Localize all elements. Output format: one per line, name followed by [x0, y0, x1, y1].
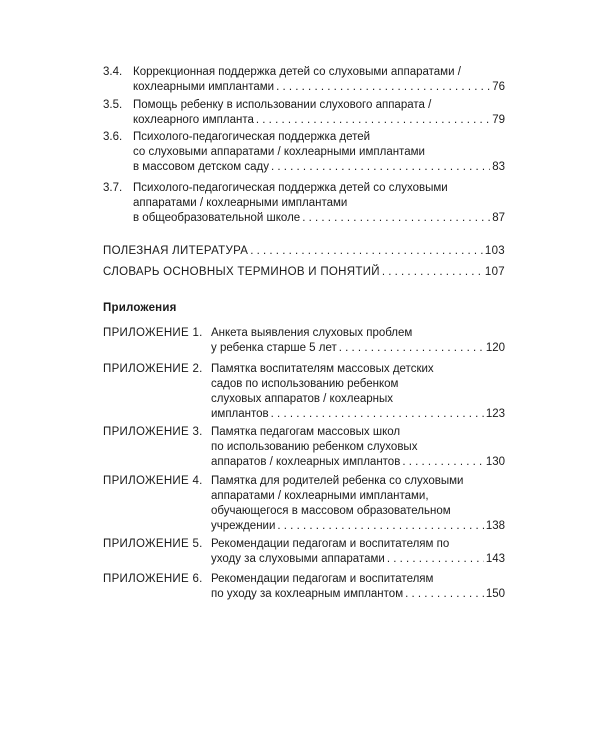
- page-number: 79: [492, 114, 505, 126]
- entry-title-line: Коррекционная поддержка детей со слуховыми аппаратами /: [133, 66, 461, 78]
- entry-title-line: Психолого-педагогическая поддержка детей: [133, 131, 371, 143]
- appendix-label: ПРИЛОЖЕНИЕ 6.: [103, 573, 203, 585]
- appendix-entry-4: [103, 474, 505, 534]
- page-number: 76: [492, 81, 505, 93]
- entry-title-line: слуховых аппаратов / кохлеарных: [211, 393, 394, 405]
- toc-entry-3-7: [103, 181, 505, 226]
- appendix-entry-3: [103, 425, 505, 470]
- entry-title-line: аппаратами / кохлеарными имплантами: [133, 197, 348, 209]
- appendices-heading: Приложения: [103, 302, 177, 314]
- entry-title-line: аппаратами / кохлеарными имплантами,: [211, 490, 429, 502]
- toc-entry-3-5: [103, 98, 505, 128]
- entry-title: ПОЛЕЗНАЯ ЛИТЕРАТУРА: [103, 245, 249, 257]
- page-number: 143: [485, 553, 505, 565]
- appendix-label: ПРИЛОЖЕНИЕ 4.: [103, 475, 203, 487]
- appendix-label: ПРИЛОЖЕНИЕ 5.: [103, 538, 203, 550]
- entry-title-line: учреждении: [211, 520, 276, 532]
- entry-title-line: обучающегося в массовом образовательном: [211, 505, 451, 517]
- page-number: 107: [484, 266, 505, 278]
- page-number: 130: [485, 456, 505, 468]
- entry-title-line: Памятка для родителей ребенка со слуховыми: [211, 475, 464, 487]
- page-number: 138: [485, 520, 505, 532]
- entry-title-line: кохлеарными имплантами: [133, 81, 275, 93]
- entry-title-line: у ребенка старше 5 лет: [211, 342, 337, 354]
- appendix-entry-6: [103, 572, 505, 602]
- page-number: 83: [492, 161, 505, 173]
- entry-title-line: по использованию ребенком слуховых: [211, 441, 418, 453]
- dot-leader: [302, 211, 490, 226]
- entry-title-line: садов по использованию ребенком: [211, 378, 399, 390]
- dot-leader: [271, 160, 490, 175]
- appendix-label: ПРИЛОЖЕНИЕ 2.: [103, 363, 203, 375]
- dot-leader: [405, 587, 484, 602]
- section-number: 3.7.: [103, 182, 123, 194]
- entry-title-line: Рекомендации педагогам и воспитателям: [211, 573, 434, 585]
- section-number: 3.4.: [103, 66, 123, 78]
- dot-leader: [271, 407, 484, 422]
- dot-leader: [276, 80, 490, 95]
- entry-title-line: имплантов: [211, 408, 269, 420]
- entry-title-line: Психолого-педагогическая поддержка детей со слуховыми: [133, 182, 448, 194]
- entry-title-line: Памятка педагогам массовых школ: [211, 426, 401, 438]
- dot-leader: [382, 265, 483, 280]
- entry-title-line: уходу за слуховыми аппаратами: [211, 553, 385, 565]
- dot-leader: [250, 244, 483, 259]
- entry-title-line: аппаратов / кохлеарных имплантов: [211, 456, 401, 468]
- dot-leader: [402, 455, 484, 470]
- toc-entry-glossary: [103, 265, 505, 280]
- toc-entry-literature: [103, 244, 505, 259]
- section-number: 3.6.: [103, 131, 123, 143]
- dot-leader: [256, 113, 490, 128]
- entry-title-line: Помощь ребенку в использовании слухового аппарата /: [133, 99, 432, 111]
- page-number: 123: [485, 408, 505, 420]
- page-number: 103: [484, 245, 505, 257]
- section-number: 3.5.: [103, 99, 123, 111]
- dot-leader: [277, 519, 483, 534]
- entry-title-line: кохлеарного импланта: [133, 114, 254, 126]
- entry-title-line: со слуховыми аппаратами / кохлеарными имплантами: [133, 146, 425, 158]
- entry-title-line: Памятка воспитателям массовых детских: [211, 363, 434, 375]
- entry-title-line: по уходу за кохлеарным имплантом: [211, 588, 404, 600]
- entry-title-line: Анкета выявления слуховых проблем: [211, 327, 413, 339]
- dot-leader: [387, 552, 484, 567]
- dot-leader: [339, 341, 484, 356]
- page-number: 150: [485, 588, 505, 600]
- appendix-label: ПРИЛОЖЕНИЕ 1.: [103, 327, 203, 339]
- entry-title-line: в массовом детском саду: [133, 161, 269, 173]
- appendix-entry-5: [103, 537, 505, 567]
- entry-title-line: в общеобразовательной школе: [133, 212, 301, 224]
- entry-title-line: Рекомендации педагогам и воспитателям по: [211, 538, 450, 550]
- toc-entry-3-6: [103, 130, 505, 175]
- appendix-entry-2: [103, 362, 505, 422]
- appendix-entry-1: [103, 326, 505, 356]
- entry-title: СЛОВАРЬ ОСНОВНЫХ ТЕРМИНОВ И ПОНЯТИЙ: [103, 266, 380, 278]
- appendix-label: ПРИЛОЖЕНИЕ 3.: [103, 426, 203, 438]
- toc-entry-3-4: [103, 65, 505, 95]
- page-number: 87: [492, 212, 505, 224]
- page-number: 120: [485, 342, 505, 354]
